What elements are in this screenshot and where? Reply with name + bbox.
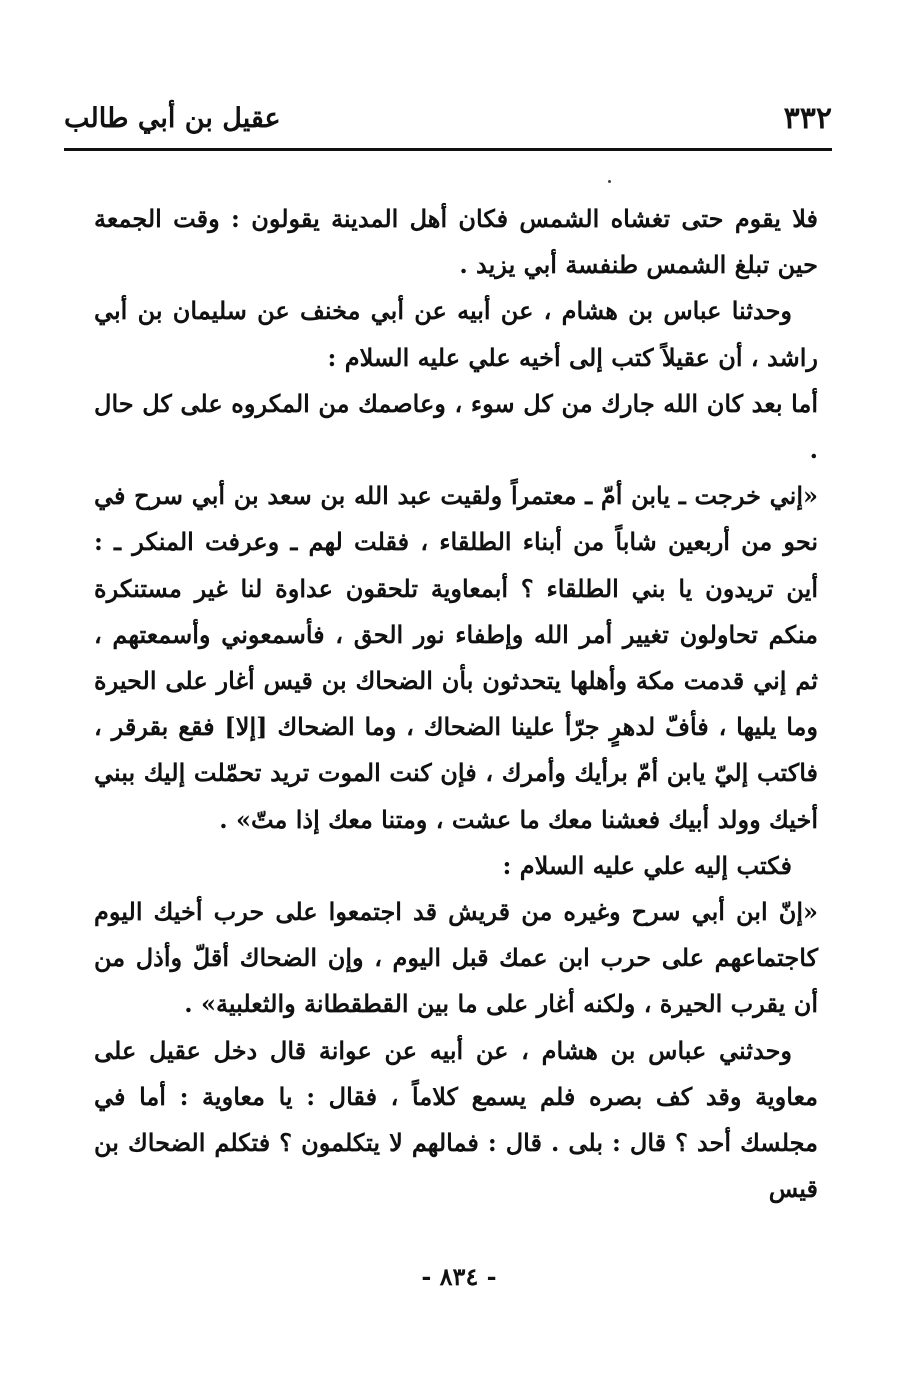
scan-speck (608, 180, 611, 183)
body-text (94, 196, 818, 1212)
header-page-number: ٣٣٢ (783, 101, 832, 136)
paragraph: «إنّ ابن أبي سرح وغيره من قريش قد اجتمعوا على حرب أخيك اليوم كاجتماعهم على حرب ابن عمك قبل اليوم ، وإن الضحاك أقلّ وأذل من أن يقرب الحيرة ، ولكنه أغار على ما بين القطقطانة والثعلبية» . (94, 897, 818, 1019)
running-header (64, 96, 832, 142)
paragraph: فلا يقوم حتى تغشاه الشمس فكان أهل المدينة يقولون : وقت الجمعة حين تبلغ الشمس طنفسة أبي يزيد . (94, 204, 818, 280)
header-rule (64, 148, 832, 151)
header-title: عقيل بن أبي طالب (64, 103, 281, 134)
paragraph: «إني خرجت ـ يابن أمّ ـ معتمراً ولقيت عبد الله بن سعد بن أبي سرح في نحو من أربعين شاباً من أبناء الطلقاء ، فقلت لهم ـ وعرفت المنكر ـ : أين تريدون يا بني الطلقاء ؟ أبمعاوية تلحقون عداوة لنا غير مستنكرة منكم تحاولون تغيير أمر الله وإطفاء نور الحق ، فأسمعوني وأسمعتهم ، ثم إني قدمت مكة وأهلها يتحدثون بأن الضحاك بن قيس أغار على الحيرة وما يليها ، فأفّ لدهرٍ جرّأ علينا الضحاك ، وما الضحاك [إلا] فقع بقرقر ، فاكتب إليّ يابن أمّ برأيك وأمرك ، فإن كنت الموت تريد تحمّلت إليك ببني أخيك وولد أبيك فعشنا معك ما عشت ، ومتنا معك إذا متّ» . (94, 481, 818, 834)
paragraph: وحدثنا عباس بن هشام ، عن أبيه عن أبي مخنف عن سليمان بن أبي راشد ، أن عقيلاً كتب إلى أخيه علي عليه السلام : (94, 296, 818, 372)
paragraph: وحدثني عباس بن هشام ، عن أبيه عن عوانة قال دخل عقيل على معاوية وقد كف بصره فلم يسمع كلاماً ، فقال : يا معاوية : أما في مجلسك أحد ؟ قال : بلى . قال : فمالهم لا يتكلمون ؟ فتكلم الضحاك بن قيس (94, 1035, 818, 1204)
paragraph: فكتب إليه علي عليه السلام : (502, 850, 792, 880)
footer-page-number: - ٨٣٤ - (421, 1262, 497, 1291)
paragraph: أما بعد كان الله جارك من كل سوء ، وعاصمك من المكروه على كل حال . (94, 388, 818, 465)
